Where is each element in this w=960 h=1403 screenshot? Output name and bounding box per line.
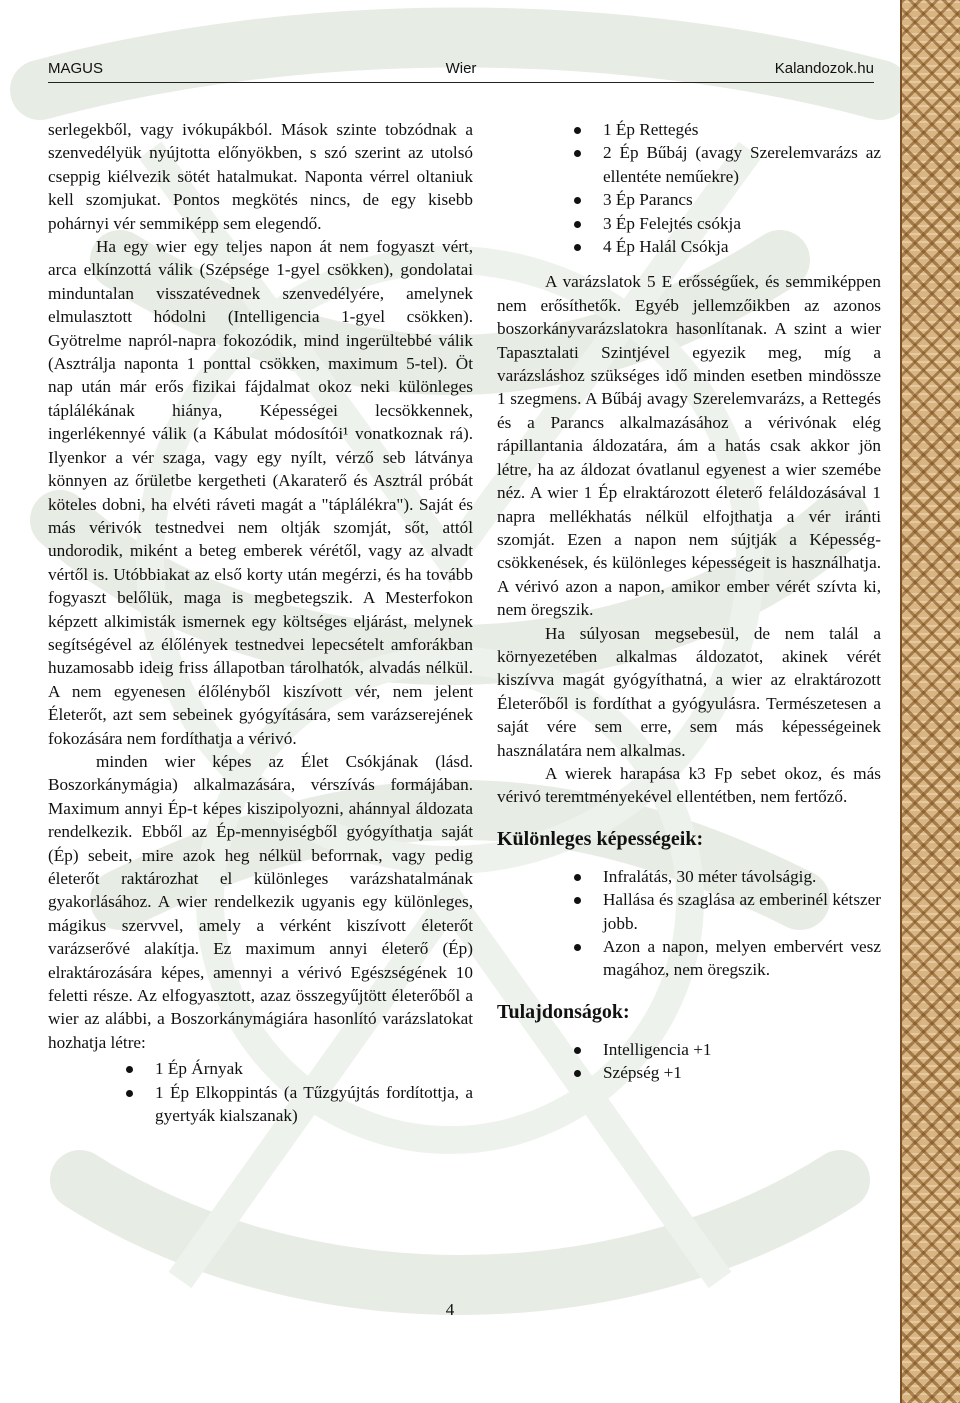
page-number: 4 (445, 1300, 455, 1319)
spell-list-left (48, 1057, 473, 1127)
right-paragraph-3: A wierek harapása k3 Fp sebet okoz, és más vérivó teremtményekével ellentétben, nem fertőző. (497, 763, 881, 807)
list-item: Azon a napon, melyen embervért vesz magához, nem öregszik. (497, 935, 881, 982)
list-item: 3 Ép Felejtés csókja (497, 212, 881, 235)
list-item: 1 Ép Rettegés (497, 118, 881, 141)
list-item: 4 Ép Halál Csókja (497, 235, 881, 258)
right-paragraph-1: A varázslatok 5 E erősségűek, és semmiképpen nem erősíthetők. Egyéb jellemzőikben az azonos boszorkányvarázslatokra hasonlítanak. A szint a wier Tapasztalati Szintjével egyezik meg, míg a varázsláshoz szükséges idő minden esetben mindössze 1 szegmens. A Bűbáj avagy Szerelemvarázs, a Rettegés és a Parancs alkalmazásához a vérivónak elég rápillantania áldozatára, ám a hatás csak akkor jön létre, ha az áldozat óvatlanul egyenest a wier szemébe néz. A wier 1 Ép elraktározott életerő feláldozásával 1 napra mellékhatás nélkül elfojthatja a vér iránti szomját. Ezen a napon nem sújtják a Képesség-csökkenések, és különleges képességeit is használhatja. A vérivó azon a napon, amikor ember vérét szívta ki, nem öregszik. (497, 272, 881, 620)
list-item: Intelligencia +1 (497, 1038, 881, 1061)
abilities-list (497, 865, 881, 982)
decorative-border (900, 0, 960, 1403)
header-left: MAGUS (48, 60, 104, 77)
list-item: 2 Ép Bűbáj (avagy Szerelemvarázs az ellentéte neműekre) (497, 141, 881, 188)
list-item: 3 Ép Parancs (497, 188, 881, 211)
right-column (497, 118, 881, 1085)
section-heading-abilities: Különleges képességeik: (497, 827, 704, 850)
left-column (48, 118, 473, 1127)
right-paragraph-2: Ha súlyosan megsebesül, de nem talál a környezetében alkalmas áldozatot, akinek vérét kiszívva magát gyógyíthatná, a wier az elraktározott Életerőből is fordíthat a gyógyulásra. Természetesen a saját vére sem erre, sem más képességeinek használatára nem alkalmas. (497, 623, 881, 760)
list-item: 1 Ép Elkoppintás (a Tűzgyújtás fordítottja, a gyertyák kialszanak) (48, 1081, 473, 1128)
left-paragraph-2: Ha egy wier egy teljes napon át nem fogyaszt vért, arca elkínzottá válik (Szépsége 1-gyel csökken), gondolatai minduntalan visszatévednek szenvedélyére, amelynek elmulasztott hódolni (Intelligencia 1-gyel csökken). Gyötrelme napról-napra fokozódik, mind ingerültebbé válik (Asztrálja naponta 1 ponttal csökken, maximum 5-tel). Öt nap után már erős fizikai fájdalmat okoz neki különleges táplálékának hiánya, Képességei lecsökkennek, ingerlékennyé válik (a Kábulat módosítói¹ vonatkoznak rá). Ilyenkor a vér szaga, vagy egy nyílt, vérző seb látványa könnyen az őrületbe kergetheti (Akaraterő és Asztrál próbát köteles dobni, ha elvéti ráveti magát a "táplálékra"). Saját és más vérivók testnedvei nem oltják szomját, sőt, attól undorodik, miként a beteg emberek vérétől, vagy az alvadt vértől is. Utóbbiakat az első korty után megérzi, és ha tovább fogyaszt belőlük, maga is megbetegszik. A Mesterfokon képzett alkimisták ismernek egy költséges eljárást, melynek segítségével az élőlények testnedvei lepecsételt amforákban huzamosabb ideig friss állapotban tárolhatók, alvadás nélkül. A nem egyenesen élőlényből kiszívott vér, nem jelent Életerőt, azt sem sebeinek gyógyítására, sem varázserejének fokozására nem fordíthatja a vérivó. (48, 237, 473, 748)
traits-list (497, 1038, 881, 1085)
header-title: Wier (445, 60, 477, 77)
list-item: Szépség +1 (497, 1061, 881, 1084)
page-header (48, 58, 874, 83)
spell-list-right (497, 118, 881, 258)
list-item: Infralátás, 30 méter távolságig. (497, 865, 881, 888)
list-item: 1 Ép Árnyak (48, 1057, 473, 1080)
list-item: Hallása és szaglása az emberinél kétszer jobb. (497, 888, 881, 935)
header-right: Kalandozok.hu (774, 60, 874, 77)
section-heading-traits: Tulajdonságok: (497, 1000, 630, 1023)
left-paragraph-3: minden wier képes az Élet Csókjának (lásd. Boszorkánymágia) alkalmazására, vérszívás formájában. Maximum annyi Ép-t képes kiszipolyozni, ahánnyal áldozata rendelkezik. Ebből az Ép-mennyiségből gyógyíthatja saját (Ép) sebeit, mire azok heg nélkül beforrnak, vagy pedig életerőt raktározhat el különleges varázshatalmának gyakorlásához. A wier rendelkezik ugyanis egy különleges, mágikus szervvel, amely a vérként kiszívott életerőt varázserővé alakítja. Ez maximum annyi életerő (Ép) elraktározására képes, amennyi a vérivó Egészségének 10 feletti része. Az elfogyasztott, azaz összegyűjtött életerőből a wier az alábbi, a Boszorkánymágiára hasonlító varázslatokat hozhatja létre: (48, 751, 473, 1052)
left-paragraph-1: serlegekből, vagy ivókupákból. Mások szinte tobzódnak a szenvedélyük nyújtotta előnyökben, s szó szerint az utolsó cseppig kiélvezik sötét hatalmukat. Naponta vérrel oltaniuk kell szomjukat. Pontos megkötés nincs, de egy kisebb pohárnyi vér semmiképp sem elegendő. (48, 120, 473, 233)
